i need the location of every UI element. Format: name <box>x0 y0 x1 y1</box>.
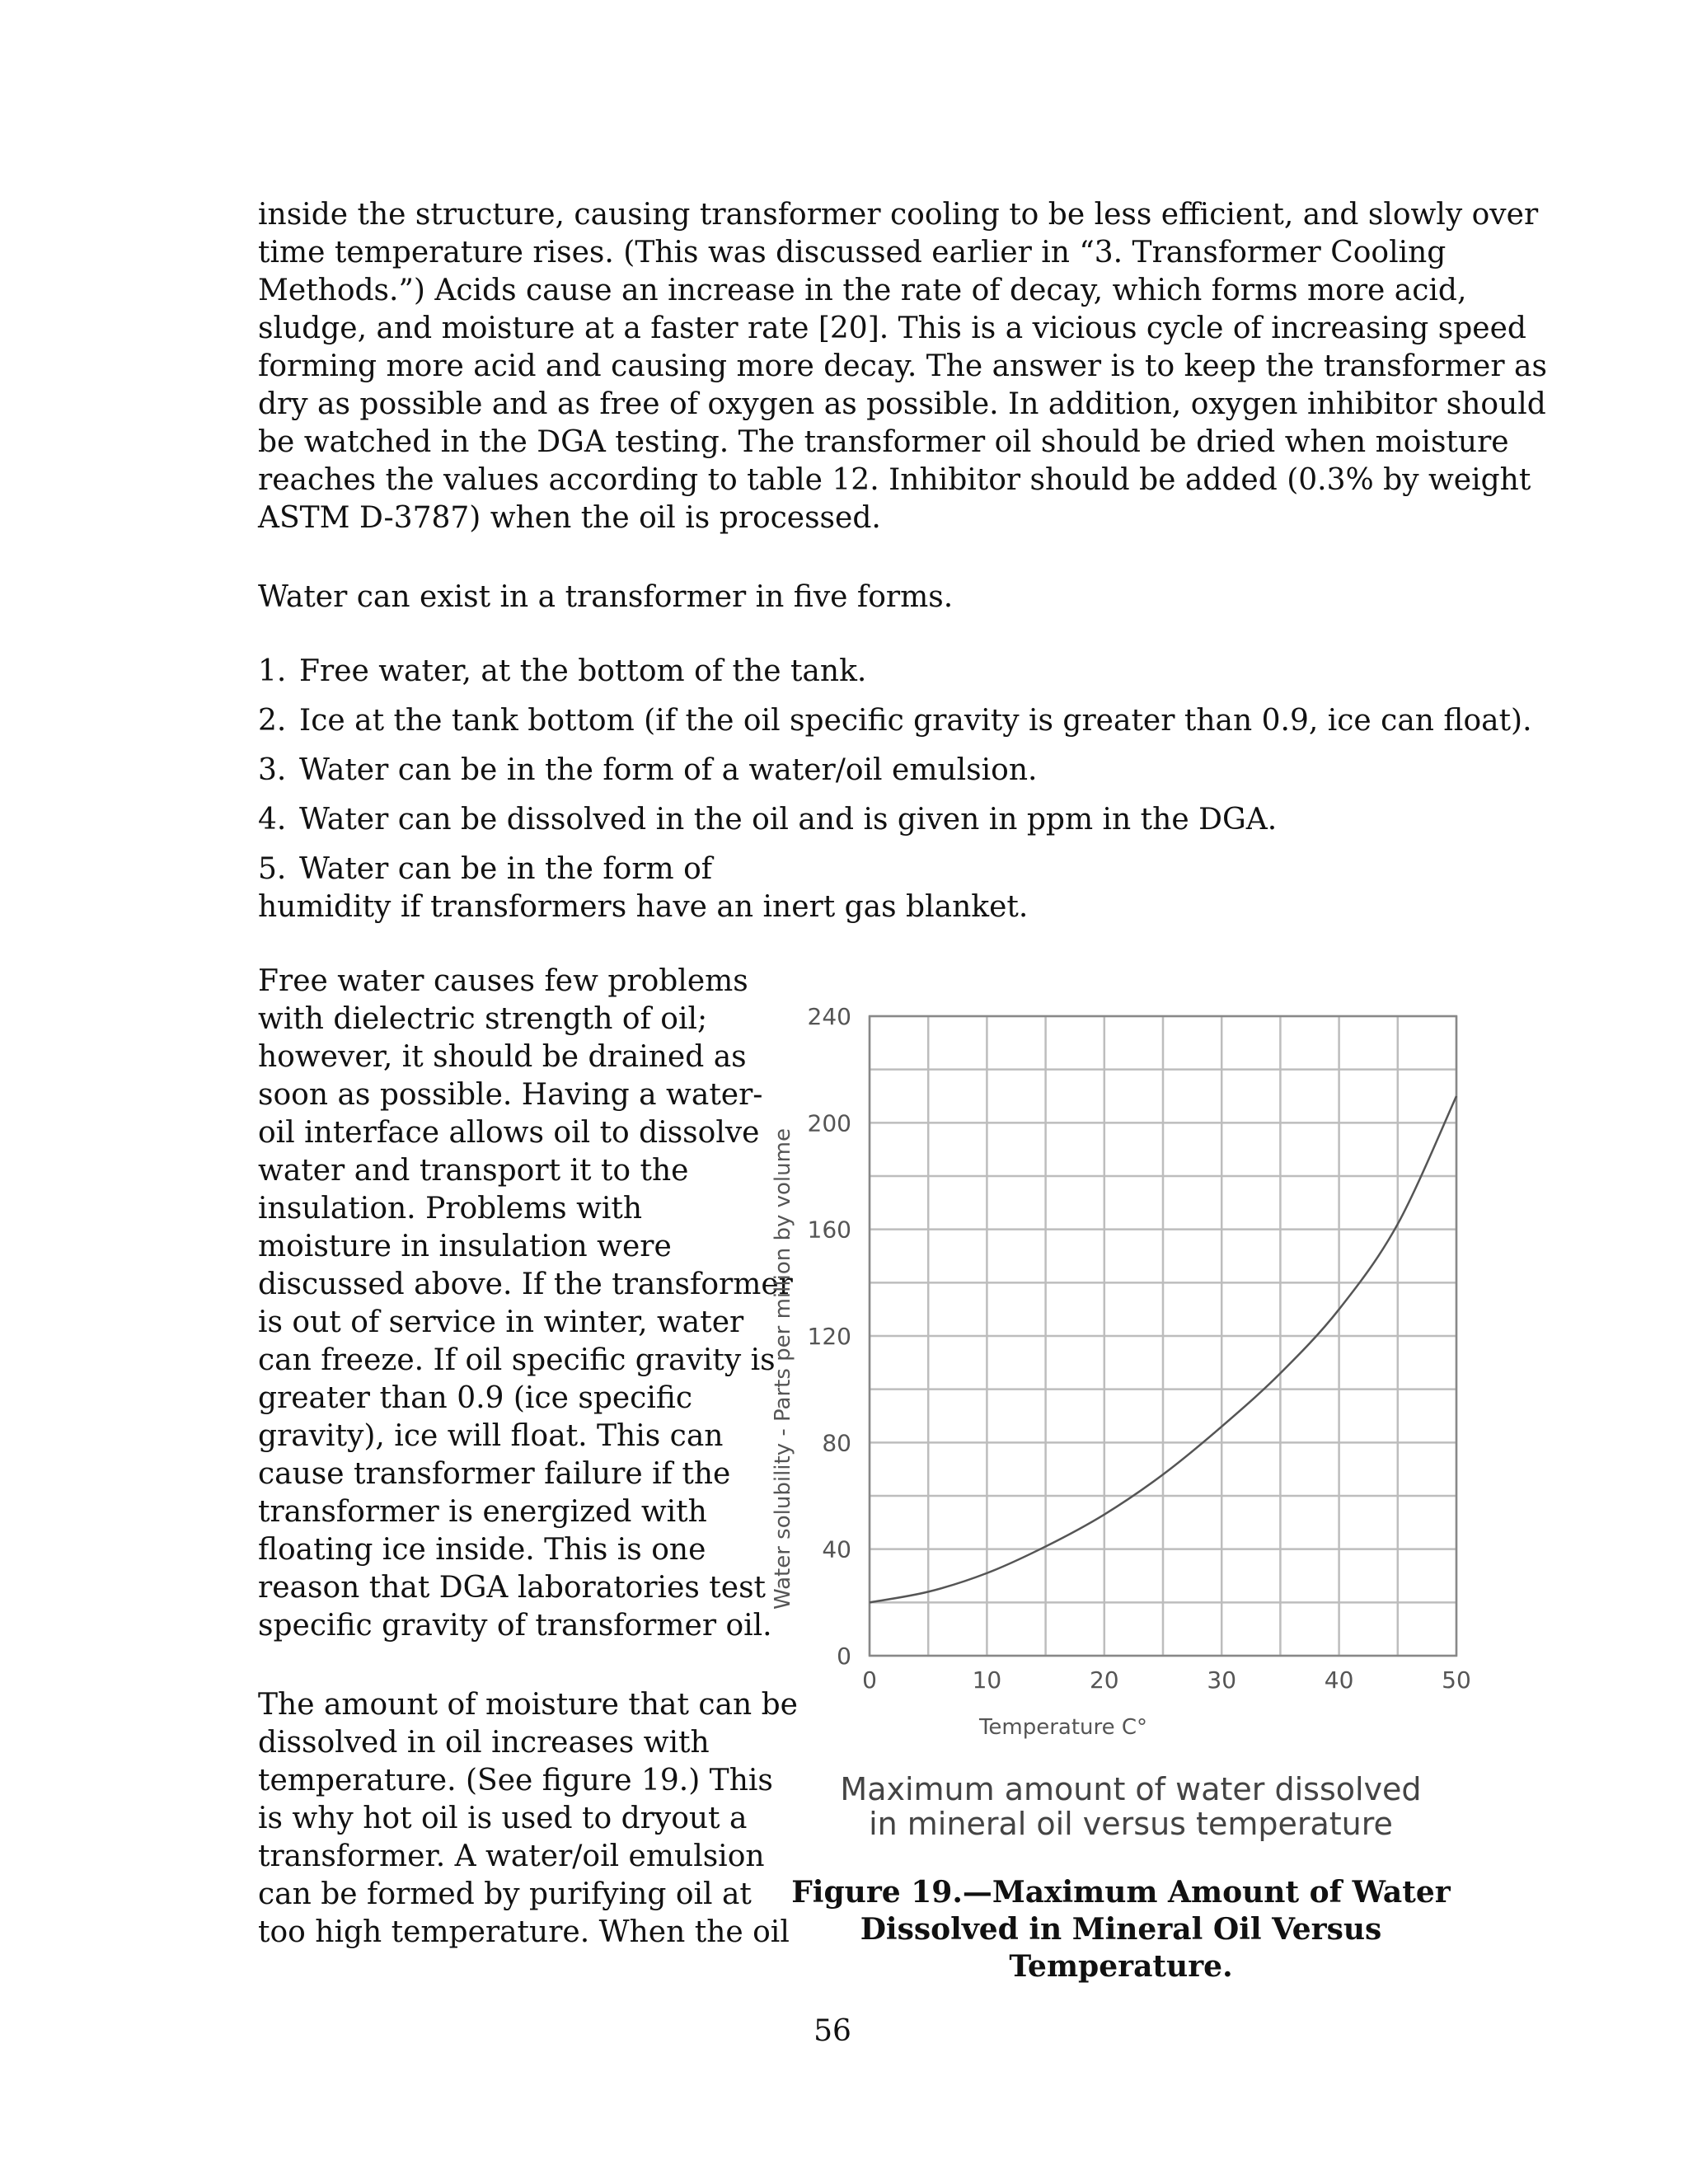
list-item-number: 1. <box>258 654 287 688</box>
x-tick-label: 10 <box>972 1666 1002 1694</box>
paragraph-line: with dielectric strength of oil; <box>258 1002 708 1036</box>
paragraph-line: Free water causes few problems <box>258 964 748 998</box>
figure-caption <box>775 1874 1467 1985</box>
paragraph-line: be watched in the DGA testing. The transformer oil should be dried when moisture <box>258 425 1509 459</box>
figure-19-chart <box>758 1005 1484 1846</box>
paragraph-line: water and transport it to the <box>258 1154 689 1188</box>
y-tick-label: 0 <box>837 1643 851 1670</box>
water-solubility-chart <box>758 1005 1484 1846</box>
y-tick-label: 80 <box>822 1429 851 1457</box>
paragraph-line: forming more acid and causing more decay. The answer is to keep the transformer as <box>258 349 1547 383</box>
list-item-text: Water can be in the form of a water/oil emulsion. <box>299 753 1038 787</box>
paragraph-line: moisture in insulation were <box>258 1230 672 1263</box>
paragraph-line: insulation. Problems with <box>258 1192 643 1226</box>
paragraph-line: Methods.”) Acids cause an increase in the rate of decay, which forms more acid, <box>258 274 1467 307</box>
caption-line: Temperature. <box>1009 1949 1233 1984</box>
paragraph-line: gravity), ice will float. This can <box>258 1419 724 1453</box>
paragraph-line: transformer. A water/oil emulsion <box>258 1840 765 1873</box>
paragraph-line: discussed above. If the transformer <box>258 1268 793 1301</box>
paragraph-line: specific gravity of transformer oil. <box>258 1609 772 1643</box>
paragraph-line: reason that DGA laboratories test <box>258 1571 767 1605</box>
water-forms-intro: Water can exist in a transformer in five forms. <box>258 580 954 614</box>
paragraph-line: dry as possible and as free of oxygen as possible. In addition, oxygen inhibitor should <box>258 387 1546 421</box>
list-item <box>258 851 1494 926</box>
list-item <box>258 653 1494 691</box>
paragraph-moisture-temperature <box>258 1686 798 1952</box>
caption-line: Dissolved in Mineral Oil Versus <box>860 1912 1382 1947</box>
chart-title-line: Maximum amount of water dissolved <box>840 1771 1422 1807</box>
list-item-number: 5. <box>258 852 287 886</box>
list-item-number: 4. <box>258 803 287 837</box>
paragraph-line: too high temperature. When the oil <box>258 1915 790 1949</box>
paragraph-line: The amount of moisture that can be <box>258 1688 798 1722</box>
x-tick-label: 20 <box>1089 1666 1119 1694</box>
water-forms-list <box>258 653 1532 938</box>
x-tick-label: 50 <box>1442 1666 1471 1694</box>
list-item-text: Water can be in the form of <box>299 852 713 886</box>
y-tick-label: 120 <box>807 1323 851 1350</box>
chart-title-line: in mineral oil versus temperature <box>869 1806 1393 1842</box>
x-tick-label: 0 <box>862 1666 877 1694</box>
paragraph-line: temperature. (See figure 19.) This <box>258 1764 773 1797</box>
paragraph-line: greater than 0.9 (ice specific <box>258 1381 693 1415</box>
paragraph-line: reaches the values according to table 12. Inhibitor should be added (0.3% by weight <box>258 463 1531 497</box>
y-axis-label: Water solubility - Parts per million by volume <box>771 1128 795 1610</box>
list-item <box>258 801 1494 839</box>
paragraph-line: ASTM D-3787) when the oil is processed. <box>258 501 881 535</box>
y-tick-label: 240 <box>807 1005 851 1030</box>
paragraph-line: time temperature rises. (This was discussed earlier in “3. Transformer Cooling <box>258 236 1447 269</box>
list-item-text: humidity if transformers have an inert gas blanket. <box>258 890 1029 924</box>
list-item-text: Water can be dissolved in the oil and is given in ppm in the DGA. <box>299 803 1278 837</box>
paragraph-oil-decay <box>258 196 1547 537</box>
paragraph-line: inside the structure, causing transformer cooling to be less efficient, and slowly over <box>258 198 1539 232</box>
list-item-number: 3. <box>258 753 287 787</box>
paragraph-line: oil interface allows oil to dissolve <box>258 1116 760 1150</box>
paragraph-line: is why hot oil is used to dryout a <box>258 1802 748 1835</box>
list-item-text: Ice at the tank bottom (if the oil specific gravity is greater than 0.9, ice can float). <box>299 704 1532 738</box>
y-tick-label: 160 <box>807 1216 851 1244</box>
y-tick-label: 40 <box>822 1535 851 1563</box>
paragraph-line: dissolved in oil increases with <box>258 1726 710 1760</box>
y-tick-label: 200 <box>807 1109 851 1137</box>
list-item-text: Free water, at the bottom of the tank. <box>299 654 867 688</box>
paragraph-line: can freeze. If oil specific gravity is <box>258 1343 776 1377</box>
caption-line: Figure 19.—Maximum Amount of Water <box>791 1875 1451 1910</box>
paragraph-line: however, it should be drained as <box>258 1040 747 1074</box>
paragraph-free-water <box>258 963 793 1645</box>
page-number: 56 <box>814 2014 851 2048</box>
paragraph-line: floating ice inside. This is one <box>258 1533 706 1567</box>
x-tick-label: 30 <box>1207 1666 1237 1694</box>
list-item <box>258 702 1532 740</box>
paragraph-line: transformer is energized with <box>258 1495 707 1529</box>
paragraph-line: soon as possible. Having a water- <box>258 1078 763 1112</box>
list-item <box>258 752 1494 790</box>
paragraph-line: cause transformer failure if the <box>258 1457 731 1491</box>
paragraph-line: is out of service in winter, water <box>258 1305 744 1339</box>
paragraph-line: sludge, and moisture at a faster rate [20]. This is a vicious cycle of increasing speed <box>258 312 1526 345</box>
x-tick-label: 40 <box>1324 1666 1354 1694</box>
paragraph-line: can be formed by purifying oil at <box>258 1877 752 1911</box>
list-item-number: 2. <box>258 704 287 738</box>
x-axis-label: Temperature C° <box>978 1715 1148 1740</box>
